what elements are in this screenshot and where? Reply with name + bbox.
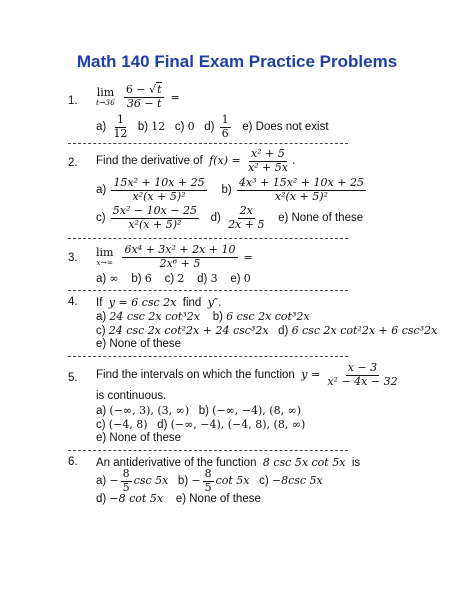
question-5-choices-cd: c) (−4, 8) d) (−∞, −4), (−4, 8), (8, ∞) — [96, 418, 306, 431]
question-2-prompt: Find the derivative of f(x) = $\frac{\text{x² + 5}}{\text{x² + 5x}}$ . — [96, 147, 296, 174]
question-1-prompt: lim t→36 $\frac{6 - √t}{36 - t}$ = — [96, 83, 180, 110]
question-3-number: 3. — [68, 252, 78, 264]
question-1-number: 1. — [68, 95, 78, 107]
limit-fraction: $\frac{6 - √t}{36 - t}$ — [124, 84, 165, 110]
choice-e: e) Does not exist — [242, 121, 329, 134]
question-2-number: 2. — [68, 157, 78, 169]
question-5-continuity: is continuous. — [96, 390, 167, 402]
question-1-choices — [96, 114, 329, 140]
choice-d-label: d) — [204, 121, 215, 134]
function-fraction: $\frac{\text{x² + 5}}{\text{x² + 5x}}$ — [247, 147, 288, 174]
question-6-prompt: An antiderivative of the function 8 csc 5x cot 5x is — [96, 456, 361, 469]
question-4-choice-e: e) None of these — [96, 338, 182, 350]
limit-operator: lim x→∞ — [96, 246, 114, 268]
separator — [68, 238, 348, 239]
choice-d-fraction: $\frac{1}{6}$ — [221, 113, 229, 140]
question-2-choices-ab: a) $\frac{\text{15x² + 10x + 25}}{\text{x²(x + 5)²}}$ b) $\frac{\text{4x³ + 15x² + 10x + 25}}{\text{x²(x + 5)²}}$ — [96, 176, 364, 203]
separator — [68, 143, 348, 144]
limit-fraction: $\frac{\text{6x⁴ + 3x² + 2x + 10}}{\text{2x⁶ + 5}}$ — [124, 243, 236, 270]
choice-b-fraction: $\frac{8}{5}$ — [204, 467, 212, 494]
question-4-prompt: If y = 6 csc 2x find y″. — [96, 296, 222, 309]
question-3-prompt: lim x→∞ $\frac{\text{6x⁴ + 3x² + 2x + 10}}{\text{2x⁶ + 5}}$ = — [96, 243, 253, 270]
question-4-choices-ab: a) 24 csc 2x cot³2x b) 6 csc 2x cot³2x — [96, 310, 310, 323]
choice-b: b) 12 — [137, 120, 166, 134]
question-4-number: 4. — [68, 296, 78, 308]
question-6-choices-de: d) −8 cot 5x e) None of these — [96, 492, 261, 505]
question-5-choices-ab: a) (−∞, 3), (3, ∞) b) (−∞, −4), (8, ∞) — [96, 404, 302, 417]
separator — [68, 356, 348, 357]
choice-d-fraction: $\frac{2x}{2x + 5}$ — [228, 204, 265, 231]
question-6-choices-abc: a) − $\frac{8}{5}$ csc 5x b) − $\frac{8}{5}$ cot 5x c) −8csc 5x — [96, 467, 323, 494]
choice-c-fraction: $\frac{\text{5x² − 10x − 25}}{\text{x²(x + 5)²}}$ — [112, 204, 198, 231]
choice-b-fraction: $\frac{\text{4x³ + 15x² + 10x + 25}}{\text{x²(x + 5)²}}$ — [238, 176, 364, 203]
choice-a-label: a) — [96, 121, 107, 134]
choice-c: c) 0 — [174, 120, 195, 134]
question-3-choices: a) ∞ b) 6 c) 2 d) 3 e) 0 — [96, 272, 251, 285]
separator — [68, 450, 348, 451]
question-5-prompt: Find the intervals on which the function y = $\frac{x - 3}{\text{x² − 4x − 32}}$ — [96, 361, 398, 388]
question-6-number: 6. — [68, 456, 78, 468]
separator — [68, 290, 348, 291]
page-title: Math 140 Final Exam Practice Problems — [76, 52, 398, 71]
question-5-number: 5. — [68, 372, 78, 384]
choice-a-fraction: $\frac{8}{5}$ — [122, 467, 130, 494]
function-fraction: $\frac{x - 3}{\text{x² − 4x − 32}}$ — [327, 361, 398, 388]
choice-a-fraction: $\frac{1}{12}$ — [113, 113, 128, 140]
choice-a-fraction: $\frac{\text{15x² + 10x + 25}}{\text{x²(x + 5)²}}$ — [113, 176, 205, 203]
question-5-choice-e: e) None of these — [96, 432, 182, 444]
limit-operator: lim t→36 — [96, 86, 115, 108]
question-4-choices-cd: c) 24 csc 2x cot²2x + 24 csc³2x d) 6 csc 2x cot²2x + 6 csc³2x — [96, 324, 438, 337]
question-2-choices-cde: c) $\frac{\text{5x² − 10x − 25}}{\text{x²(x + 5)²}}$ d) $\frac{2x}{2x + 5}$ e) None of these — [96, 204, 364, 231]
